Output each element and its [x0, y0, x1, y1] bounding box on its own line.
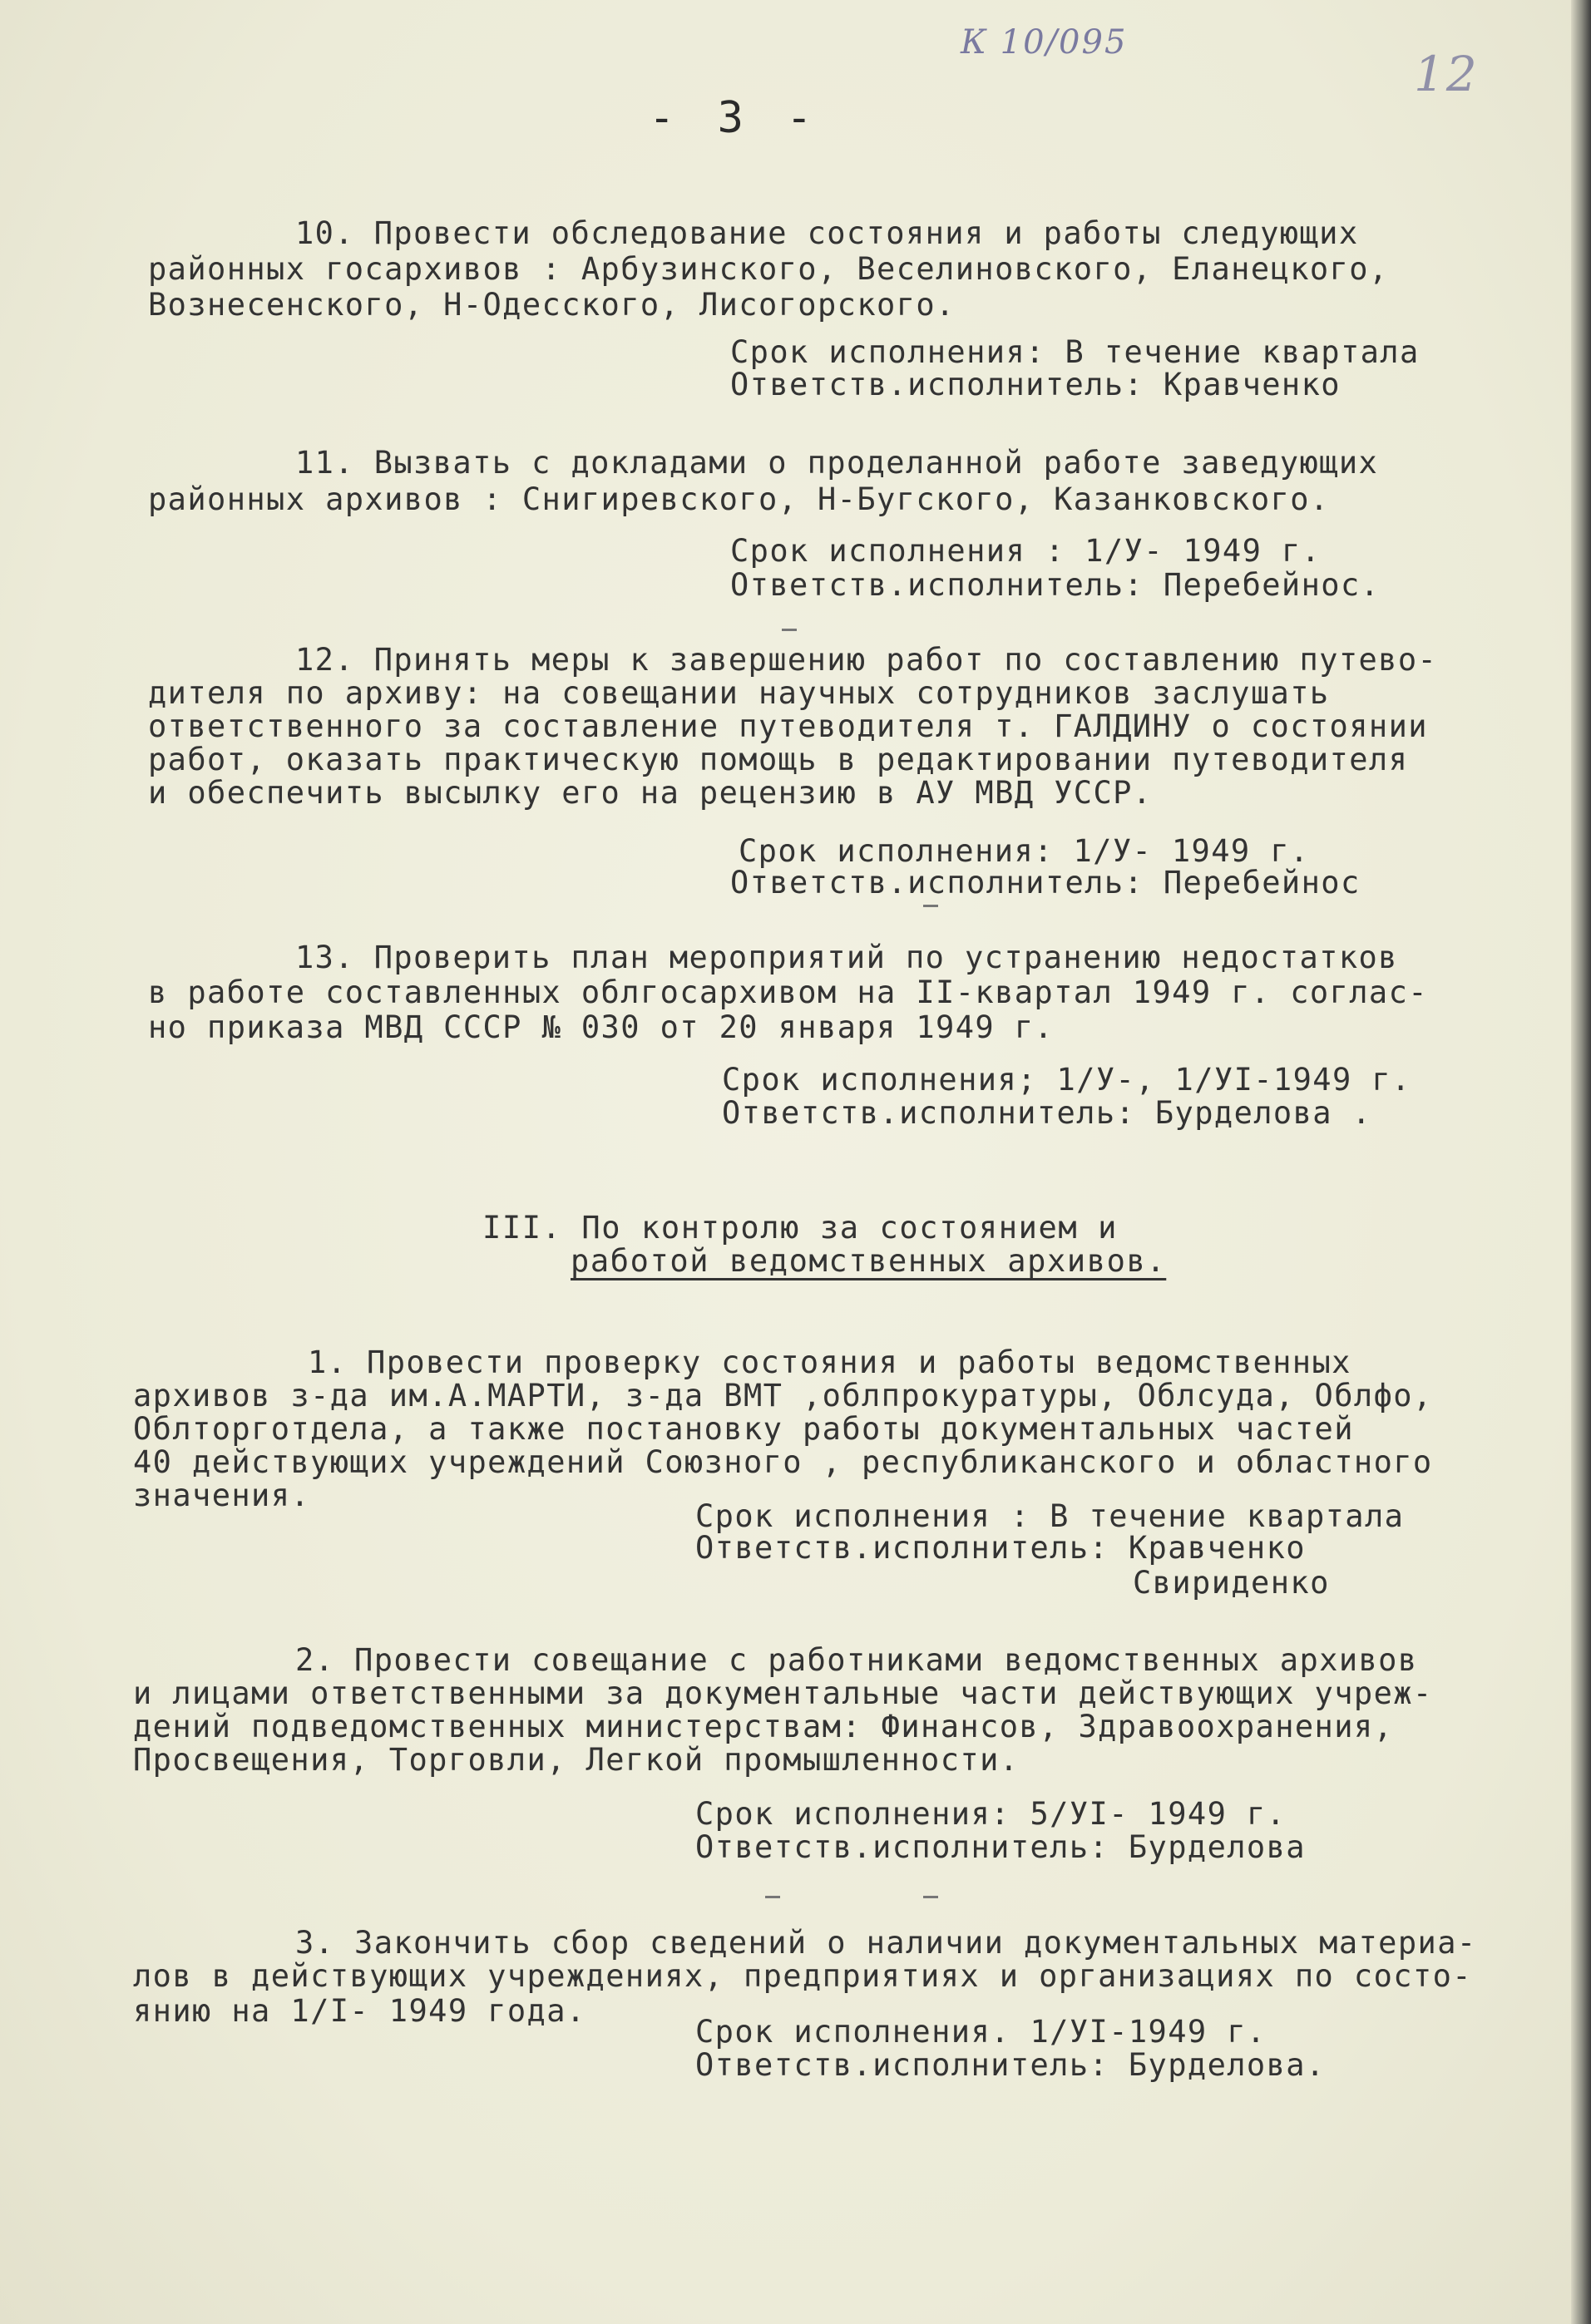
section-item-2-line-2: и лицами ответственными за документальные части действующих учреж-: [133, 1675, 1433, 1711]
section-item-3-responsible: Ответств.исполнитель: Бурделова.: [695, 2047, 1326, 2083]
section-item-2-responsible: Ответств.исполнитель: Бурделова: [695, 1829, 1306, 1865]
section-heading-underline: работой ведомственных архивов.: [571, 1243, 1167, 1279]
archive-number-annotation: К 10/095: [961, 23, 1128, 62]
section-item-2-deadline: Срок исполнения: 5/УI- 1949 г.: [695, 1796, 1287, 1832]
section-item-3-line-3: янию на 1/I- 1949 года.: [133, 1993, 586, 2029]
separator-dash: [782, 629, 797, 631]
section-item-1-line-3: Облторготдела, а также постановку работы документальных частей: [133, 1411, 1354, 1447]
separator-dash: [765, 1896, 780, 1898]
item-10-deadline: Срок исполнения: В течение квартала: [730, 334, 1420, 370]
separator-dash: [923, 1896, 938, 1898]
item-13-deadline: Срок исполнения; 1/У-, 1/УI-1949 г.: [722, 1062, 1411, 1098]
section-item-1-line-2: архивов з-да им.А.МАРТИ, з-да ВМТ ,облпрокуратуры, Облсуда, Облфо,: [133, 1378, 1433, 1414]
item-11-line-2: районных архивов : Снигиревского, Н-Бугского, Казанковского.: [148, 481, 1330, 517]
item-13-responsible: Ответств.исполнитель: Бурделова .: [722, 1095, 1372, 1131]
item-12-deadline: Срок исполнения: 1/У- 1949 г.: [739, 833, 1310, 869]
item-10-line-3: Вознесенского, Н-Одесского, Лисогорского.: [148, 287, 956, 323]
item-13-line-3: но приказа МВД СССР № 030 от 20 января 1949 г.: [148, 1009, 1055, 1045]
section-item-2-line-1: 2. Провести совещание с работниками ведомственных архивов: [295, 1642, 1418, 1678]
item-12-line-3: ответственного за составление путеводителя т. ГАЛДИНУ о состоянии: [148, 708, 1428, 744]
separator-dash: [923, 905, 938, 907]
item-10-line-2: районных госархивов : Арбузинского, Веселиновского, Еланецкого,: [148, 251, 1389, 287]
section-heading-line-1: III. По контролю за состоянием и: [482, 1210, 1119, 1246]
item-12-responsible: Ответств.исполнитель: Перебейнос: [730, 865, 1361, 900]
section-item-2-line-4: Просвещения, Торговли, Легкой промышленности.: [133, 1742, 1020, 1778]
item-10-line-1: 10. Провести обследование состояния и работы следующих: [295, 215, 1359, 251]
section-item-1-line-1: 1. Провести проверку состояния и работы ведомственных: [308, 1345, 1351, 1380]
section-item-1-deadline: Срок исполнения : В течение квартала: [695, 1498, 1405, 1534]
item-12-line-1: 12. Принять меры к завершению работ по составлению путево-: [295, 642, 1438, 678]
section-item-3-line-2: лов в действующих учреждениях, предприятиях и организациях по состо-: [133, 1958, 1472, 1994]
section-item-2-line-3: дений подведомственных министерствам: Финансов, Здравоохранения,: [133, 1709, 1394, 1744]
item-12-line-5: и обеспечить высылку его на рецензию в АУ МВД УССР.: [148, 775, 1153, 811]
page-edge-shadow: [1571, 0, 1591, 2324]
item-11-line-1: 11. Вызвать с докладами о проделанной работе заведующих: [295, 445, 1379, 481]
page-number: - 3 -: [649, 93, 821, 143]
section-item-3-line-1: 3. Закончить сбор сведений о наличии документальных материа-: [295, 1925, 1477, 1961]
item-11-deadline: Срок исполнения : 1/У- 1949 г.: [730, 533, 1322, 569]
item-13-line-1: 13. Проверить план мероприятий по устранению недостатков: [295, 940, 1398, 975]
section-item-1-line-4: 40 действующих учреждений Союзного , республиканского и областного: [133, 1444, 1433, 1480]
section-item-1-line-5: значения.: [133, 1478, 311, 1513]
section-heading-line-2: [571, 1243, 1166, 1279]
item-13-line-2: в работе составленных облгосархивом на II-квартал 1949 г. соглас-: [148, 975, 1428, 1010]
sheet-number-annotation: 12: [1414, 46, 1479, 102]
item-12-line-4: работ, оказать практическую помощь в редактировании путеводителя: [148, 742, 1409, 777]
section-item-3-deadline: Срок исполнения. 1/УI-1949 г.: [695, 2014, 1267, 2050]
section-item-1-responsible: Ответств.исполнитель: Кравченко: [695, 1530, 1306, 1566]
item-10-responsible: Ответств.исполнитель: Кравченко: [730, 367, 1341, 402]
section-item-1-responsible-2: Свириденко: [1133, 1565, 1330, 1601]
item-12-line-2: дителя по архиву: на совещании научных сотрудников заслушать: [148, 675, 1330, 711]
item-11-responsible: Ответств.исполнитель: Перебейнос.: [730, 567, 1381, 603]
